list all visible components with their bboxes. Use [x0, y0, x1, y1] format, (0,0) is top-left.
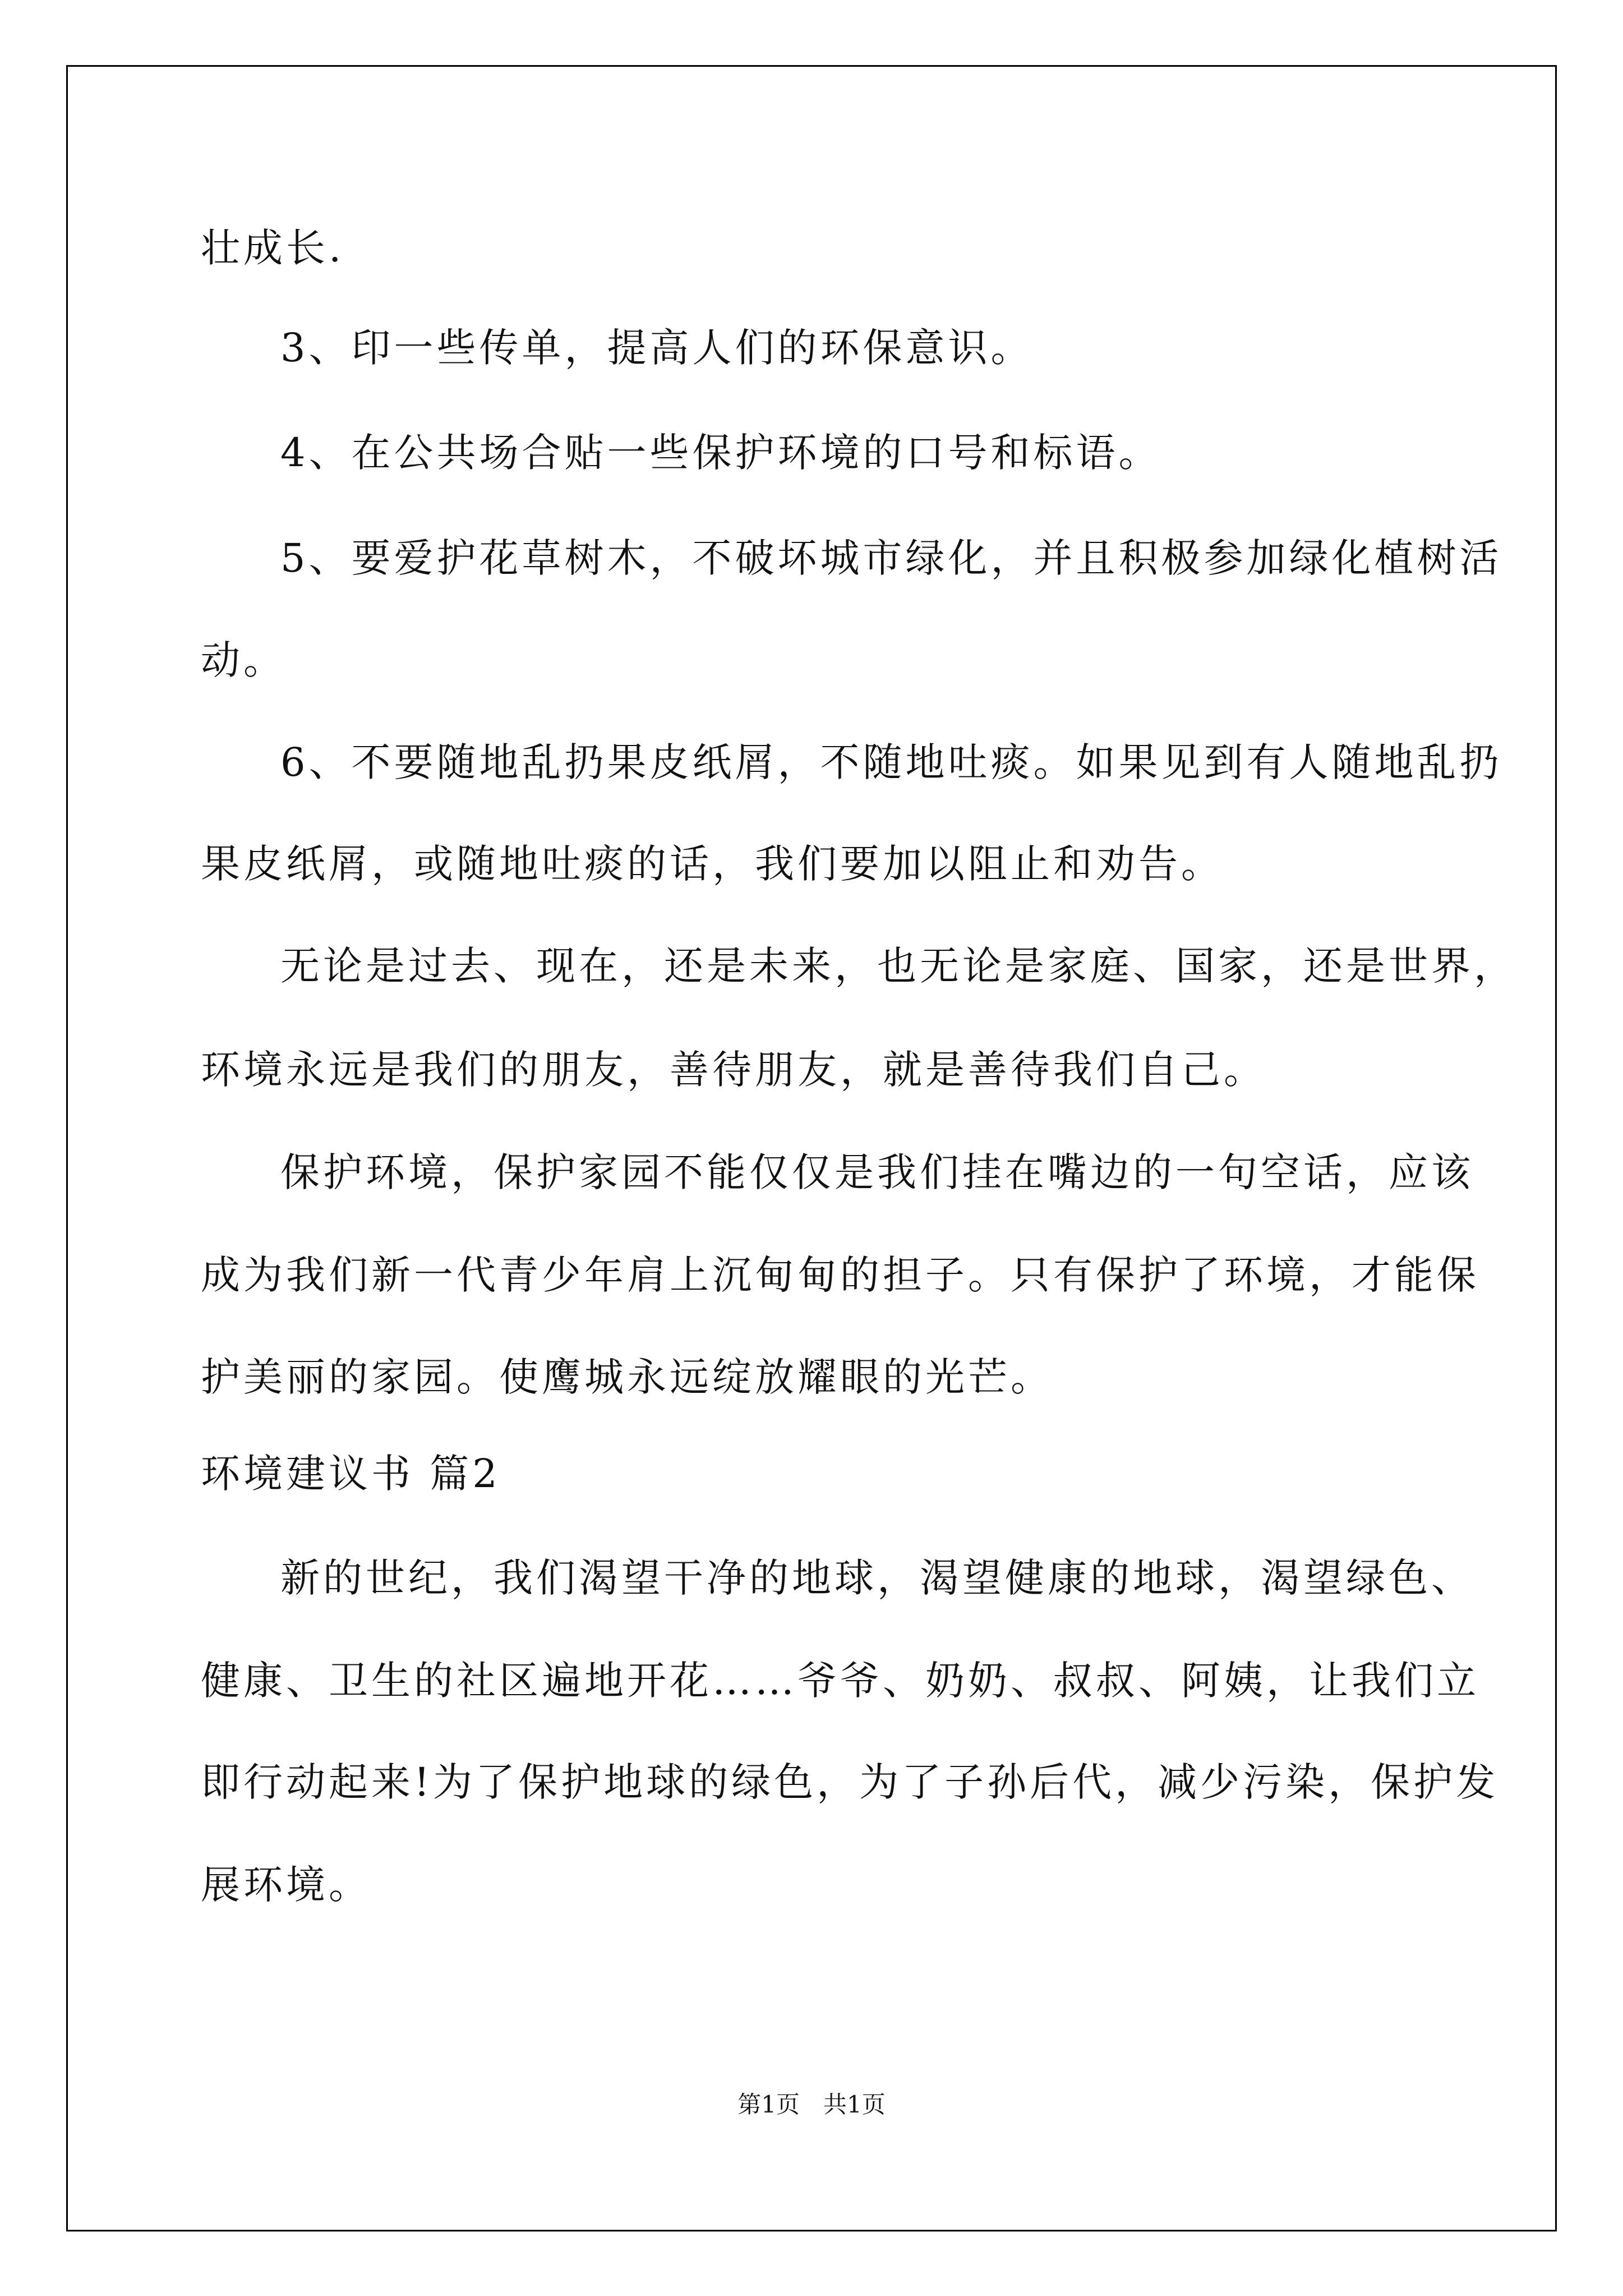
paragraph-line: 环境永远是我们的朋友，善待朋友，就是善待我们自己。	[201, 1047, 1266, 1093]
list-item-3: 3、印一些传单，提高人们的环保意识。	[280, 325, 1034, 371]
paragraph-line: 新的世纪，我们渴望干净的地球，渴望健康的地球，渴望绿色、	[280, 1555, 1474, 1601]
paragraph-line: 健康、卫生的社区遍地开花……爷爷、奶奶、叔叔、阿姨，让我们立	[201, 1658, 1479, 1704]
body-text-line: 壮成长.	[201, 225, 345, 271]
paragraph-line: 护美丽的家园。使鹰城永远绽放耀眼的光芒。	[201, 1354, 1053, 1400]
list-item-6: 6、不要随地乱扔果皮纸屑，不随地吐痰。如果见到有人随地乱扔	[280, 739, 1502, 785]
paragraph-line: 成为我们新一代青少年肩上沉甸甸的担子。只有保护了环境，才能保	[201, 1252, 1479, 1298]
paragraph-line: 展环境。	[201, 1862, 371, 1908]
list-item-5: 5、要爱护花草树木，不破坏城市绿化，并且积极参加绿化植树活	[280, 535, 1502, 581]
list-item-5-continued: 动。	[201, 637, 286, 683]
section-heading: 环境建议书 篇2	[201, 1451, 501, 1497]
paragraph-line: 无论是过去、现在，还是未来，也无论是家庭、国家，还是世界，	[280, 943, 1516, 989]
list-item-4: 4、在公共场合贴一些保护环境的口号和标语。	[280, 430, 1161, 476]
list-item-6-continued: 果皮纸屑，或随地吐痰的话，我们要加以阻止和劝告。	[201, 841, 1224, 887]
paragraph-line: 保护环境，保护家园不能仅仅是我们挂在嘴边的一句空话，应该	[280, 1149, 1474, 1195]
paragraph-line: 即行动起来!为了保护地球的绿色，为了子孙后代，减少污染，保护发	[201, 1759, 1499, 1805]
page-footer: 第1页 共1页	[737, 2091, 886, 2118]
